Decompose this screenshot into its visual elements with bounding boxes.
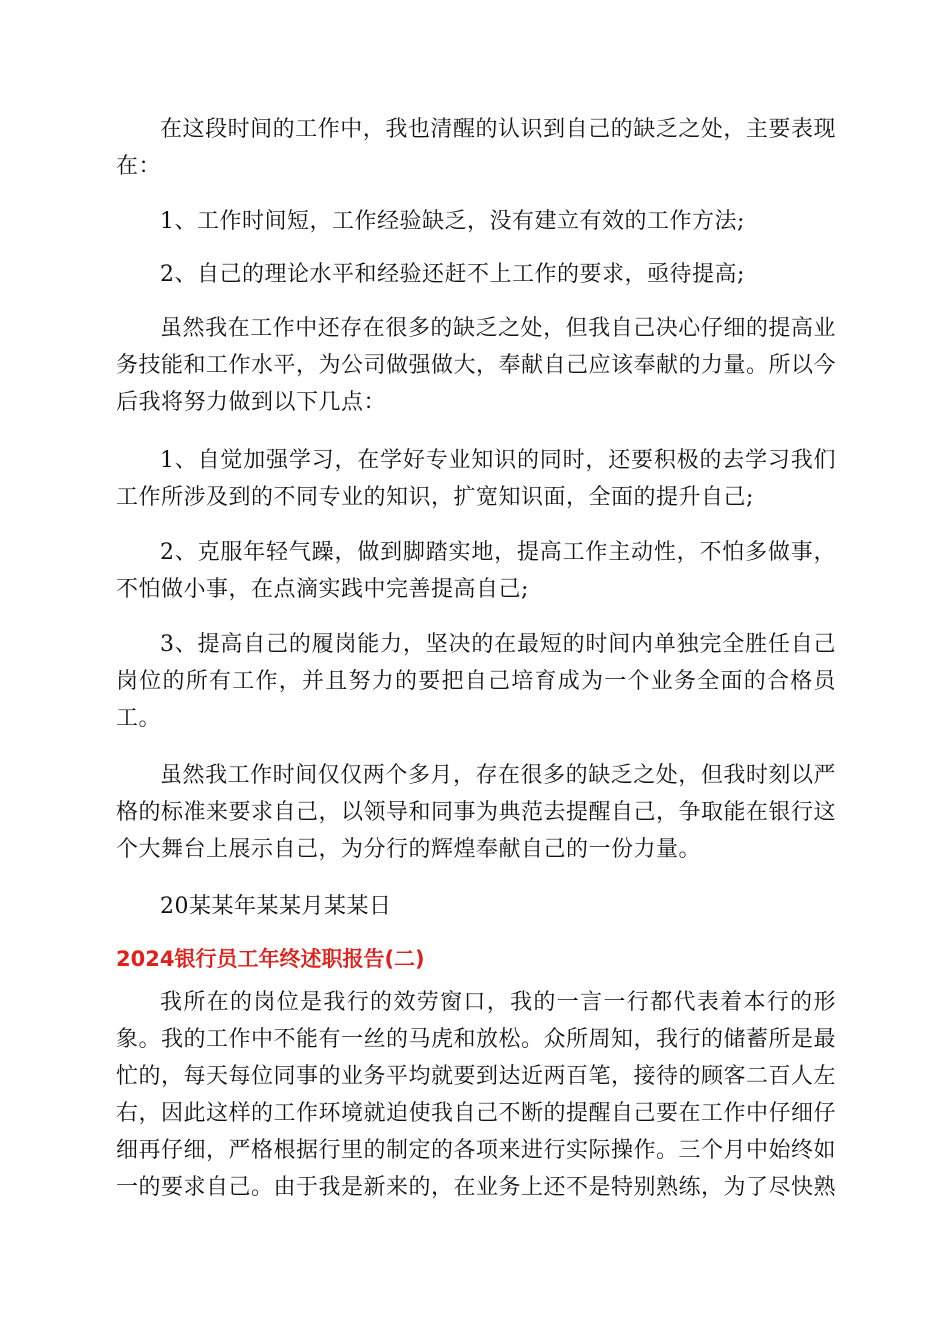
list-item-shortcoming-2: 2、自己的理论水平和经验还赶不上工作的要求，亟待提高; xyxy=(160,262,745,287)
paragraph-shortcomings-intro: 在这段时间的工作中，我也清醒的认识到自己的缺乏之处，主要表现在： xyxy=(116,117,836,179)
list-item-shortcoming-1: 1、工作时间短，工作经验缺乏，没有建立有效的工作方法; xyxy=(160,209,745,234)
list-item-plan-2: 2、克服年轻气躁，做到脚踏实地，提高工作主动性，不怕多做事，不怕做小事，在点滴实践中完善提高自己; xyxy=(116,540,836,602)
paragraph-post-description: 我所在的岗位是我行的效劳窗口，我的一言一行都代表着本行的形象。我的工作中不能有一丝的马虎和放松。众所周知，我行的储蓄所是最忙的，每天每位同事的业务平均就要到达近两百笔，接待的顾客二百人左右，因此这样的工作环境就迫使我自己不断的提醒自己要在工作中仔细仔细再仔细，严格根据行里的制定的各项来进行实际操作。三个月中始终如一的要求自己。由于我是新来的，在业务上还不是特别熟练，为了尽快熟 xyxy=(116,990,837,1200)
date-line: 20某某年某某月某某日 xyxy=(160,894,392,919)
list-item-plan-1: 1、自觉加强学习，在学好专业知识的同时，还要积极的去学习我们工作所涉及到的不同专业的知识，扩宽知识面，全面的提升自己; xyxy=(116,448,836,510)
paragraph-resolution: 虽然我在工作中还存在很多的缺乏之处，但我自己决心仔细的提高业务技能和工作水平，为公司做强做大，奉献自己应该奉献的力量。所以今后我将努力做到以下几点： xyxy=(116,316,837,415)
list-item-plan-3: 3、提高自己的履岗能力，坚决的在最短的时间内单独完全胜任自己岗位的所有工作，并且努力的要把自己培育成为一个业务全面的合格员工。 xyxy=(116,632,836,731)
section-heading: 2024银行员工年终述职报告(二) xyxy=(116,947,425,971)
paragraph-conclusion: 虽然我工作时间仅仅两个多月，存在很多的缺乏之处，但我时刻以严格的标准来要求自己，以领导和同事为典范去提醒自己，争取能在银行这个大舞台上展示自己，为分行的辉煌奉献自己的一份力量。 xyxy=(116,763,837,862)
